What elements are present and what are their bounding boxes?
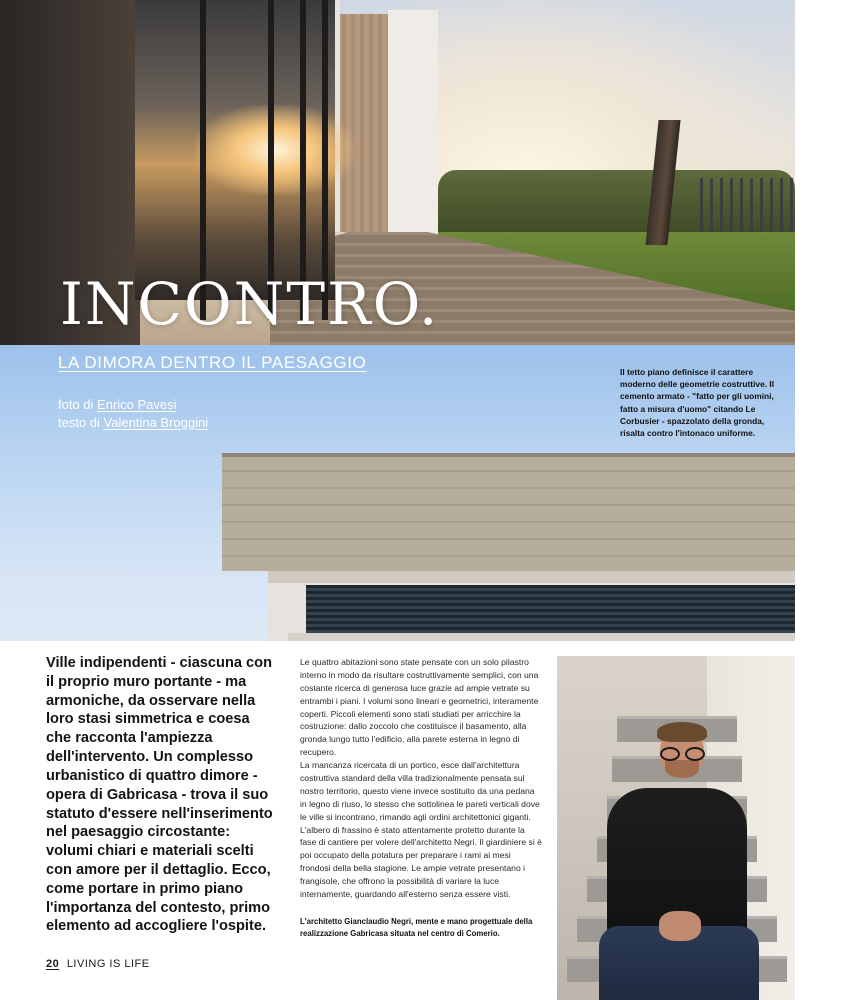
photo-author-link[interactable]: Enrico Pavesi bbox=[97, 397, 177, 412]
text-credit-prefix: testo di bbox=[58, 414, 100, 430]
text-author-link[interactable]: Valentina Broggini bbox=[103, 414, 209, 430]
lead-paragraph: Ville indipendenti - ciascuna con il proprio muro portante - ma armoniche, da osservare nella loro stasi simmetrica e coesa che racconta l'ampiezza dell'intervento. Un complesso urbanistico di quattro dimore - opera di Gabricasa - trova il suo statuto d'essere nell'inserimento nel paesaggio circostante: volumi chiari e materiali scelti con amore per il dettaglio. Ecco, come portare in primo piano l'importanza del contesto, primo elemento ad accogliere l'ospite. bbox=[46, 655, 273, 935]
body-paragraph: L'albero di frassino è stato attentamente protetto durante la fase di cantiere per volere dell'architetto Negri. Il giardiniere si è poi occupato della potatura per preparare i rami ai mesi frondosi della bella stagione. Le ampie vetrate presentano i frangisole, che offrono la possibilità di variare la luce internamente, guardando all'esterno senza essere visti. bbox=[300, 824, 542, 900]
architect-portrait-photo bbox=[557, 656, 795, 1000]
page-number: 20 bbox=[46, 958, 60, 970]
photo-caption-top: Il tetto piano definisce il carattere moderno delle geometrie costruttive. Il cemento armato - "fatto per gli uomini, fatto a misura d'uomo" citando Le Corbusier - spazzolato della gronda, risalta contro l'intonaco uniforme. bbox=[620, 367, 775, 438]
body-paragraph: La mancanza ricercata di un portico, esce dall'architettura costruttiva standard della villa tradizionalmente pensata sul nostro territorio, questo viene invece sostituito da una pedana in legno di riuso, lo stesso che sottolinea le pareti verticali dove le ville si incontrano, rimando agli ordini architettonici giganti. bbox=[300, 760, 540, 822]
credits bbox=[58, 396, 208, 431]
page-title: INCONTRO. bbox=[60, 270, 440, 338]
article-subtitle: LA DIMORA DENTRO IL PAESAGGIO bbox=[58, 353, 367, 372]
body-text bbox=[300, 656, 543, 901]
photo-caption-bottom: L'architetto Gianclaudio Negri, mente e mano progettuale della realizzazione Gabricasa situata nel centro di Comerio. bbox=[300, 917, 533, 938]
photo-credit bbox=[58, 396, 208, 414]
text-credit bbox=[58, 414, 208, 432]
photo-credit-prefix: foto di bbox=[58, 397, 94, 412]
page-footer bbox=[46, 958, 150, 970]
body-paragraph: Le quattro abitazioni sono state pensate con un solo pilastro interno in modo da risultare costruttivamente semplici, con una costante ricerca di generosa luce grazie ad ampie vetrate su entrambi i piani. I volumi sono lineari e geometrici, interamente coperti. Piccoli elementi sono stati studiati per arricchire la costruzione: dallo zoccolo che costituisce il basamento, alla gronda lungo tutto l'edificio, alla parete esterna in legno di recupero. bbox=[300, 657, 539, 758]
magazine-name: LIVING IS LIFE bbox=[66, 958, 150, 970]
